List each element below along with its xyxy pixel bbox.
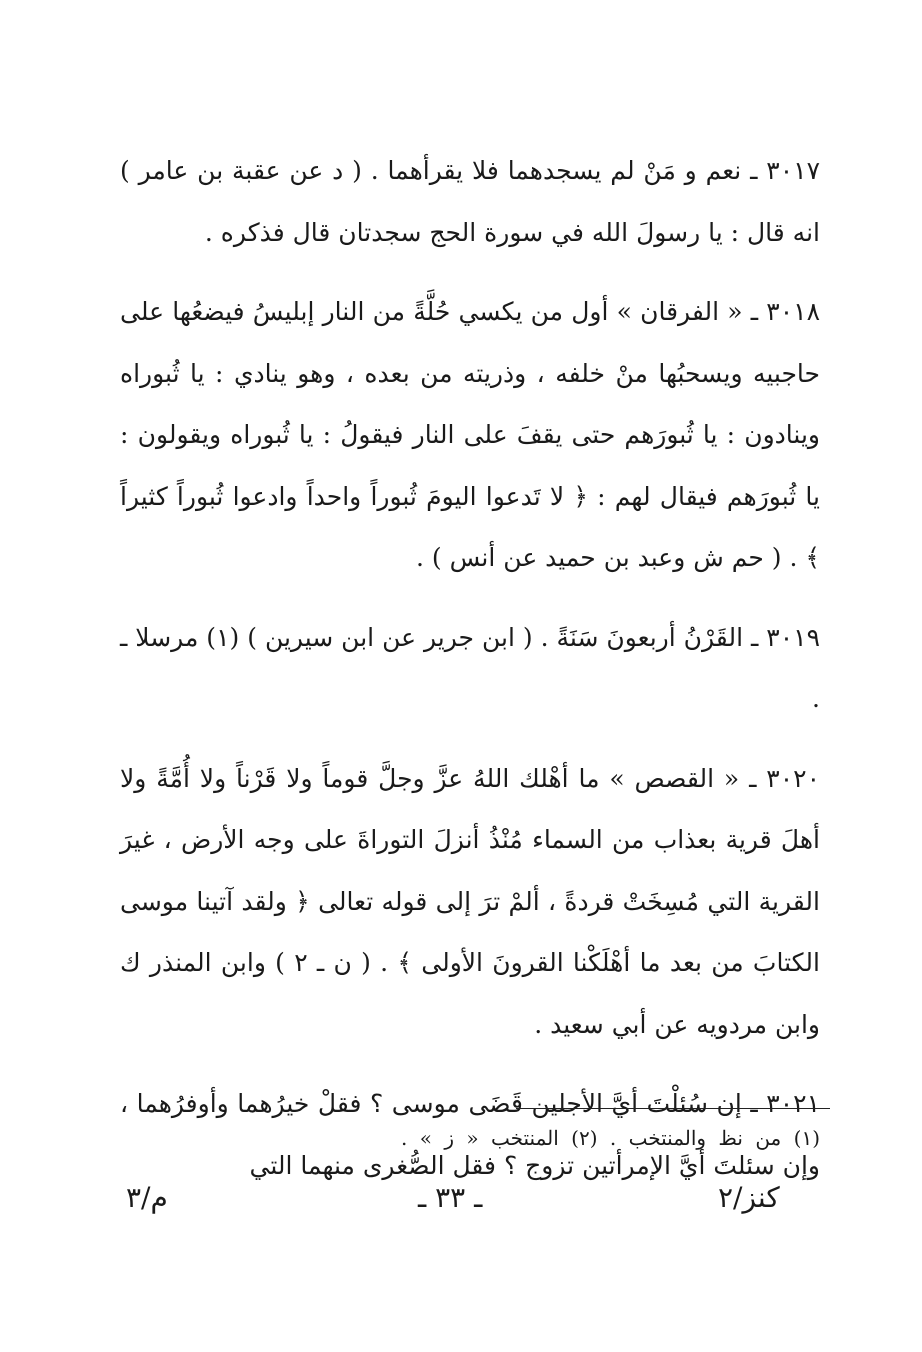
hadith-3018: ٣٠١٨ ـ « الفرقان » أول من يكسي حُلَّةً من النار إبليسُ فيضعُها على حاجبيه ويسحبُها منْ خلفه ، وذريته من بعده ، وهو ينادي : يا ثُبوراه وينادون : يا ثُبورَهم حتى يقفَ على النار فيقولُ : يا ثُبوراه ويقولون : يا ثُبورَهم فيقال لهم : ﴿ لا تَدعوا اليومَ ثُبوراً واحداً وادعوا ثُبوراً كثيراً ﴾ . ( حم ش وعبد بن حميد عن أنس ) . — [120, 297, 821, 572]
paragraph-gap — [120, 589, 820, 607]
paragraph-gap — [120, 1055, 820, 1073]
footnotes: (١) من نظ والمنتخب . (٢) المنتخب « ز » . — [401, 1126, 820, 1150]
main-text — [120, 140, 820, 1196]
signature-mark-volume: م/٣ — [126, 1181, 168, 1214]
paragraph-gap — [120, 730, 820, 748]
hadith-3019: ٣٠١٩ ـ القَرْنُ أربعونَ سَنَةً . ( ابن جرير عن ابن سيرين ) (١) مرسلا ـ . — [120, 622, 820, 713]
hadith-3020: ٣٠٢٠ ـ « القصص » ما أهْلك اللهُ عزَّ وجلَّ قوماً ولا قَرْناً ولا أُمَّةً ولا أهلَ قرية بعذاب من السماء مُنْذُ أنزلَ التوراةَ على وجه الأرض ، غيرَ القرية التي مُسِخَتْ قردةً ، ألمْ ترَ إلى قوله تعالى ﴿ ولقد آتينا موسى الكتابَ من بعد ما أهْلَكْنا القرونَ الأولى ﴾ . ( ن ـ ٢ ) وابن المنذر ك وابن مردويه عن أبي سعيد . — [120, 763, 820, 1039]
page-number: ـ ٣٣ ـ — [418, 1181, 483, 1214]
hadith-3021: ٣٠٢١ ـ إن سُئلْتَ أيَّ الأجلين قَضَى موسى ؟ فقلْ خيرُهما وأوفرُهما ، وإن سئلتَ أيَّ الإمرأتين تزوج ؟ فقل الصُّغرى منهما التي — [120, 1089, 820, 1180]
signature-mark-book: كنز/٢ — [718, 1181, 780, 1214]
footnote-divider — [516, 1108, 830, 1109]
hadith-3017: ٣٠١٧ ـ نعم و مَنْ لم يسجدهما فلا يقرأهما . ( د عن عقبة بن عامر ) انه قال : يا رسولَ الله في سورة الحج سجدتان قال فذكره . — [120, 156, 820, 247]
paragraph-gap — [120, 263, 820, 281]
